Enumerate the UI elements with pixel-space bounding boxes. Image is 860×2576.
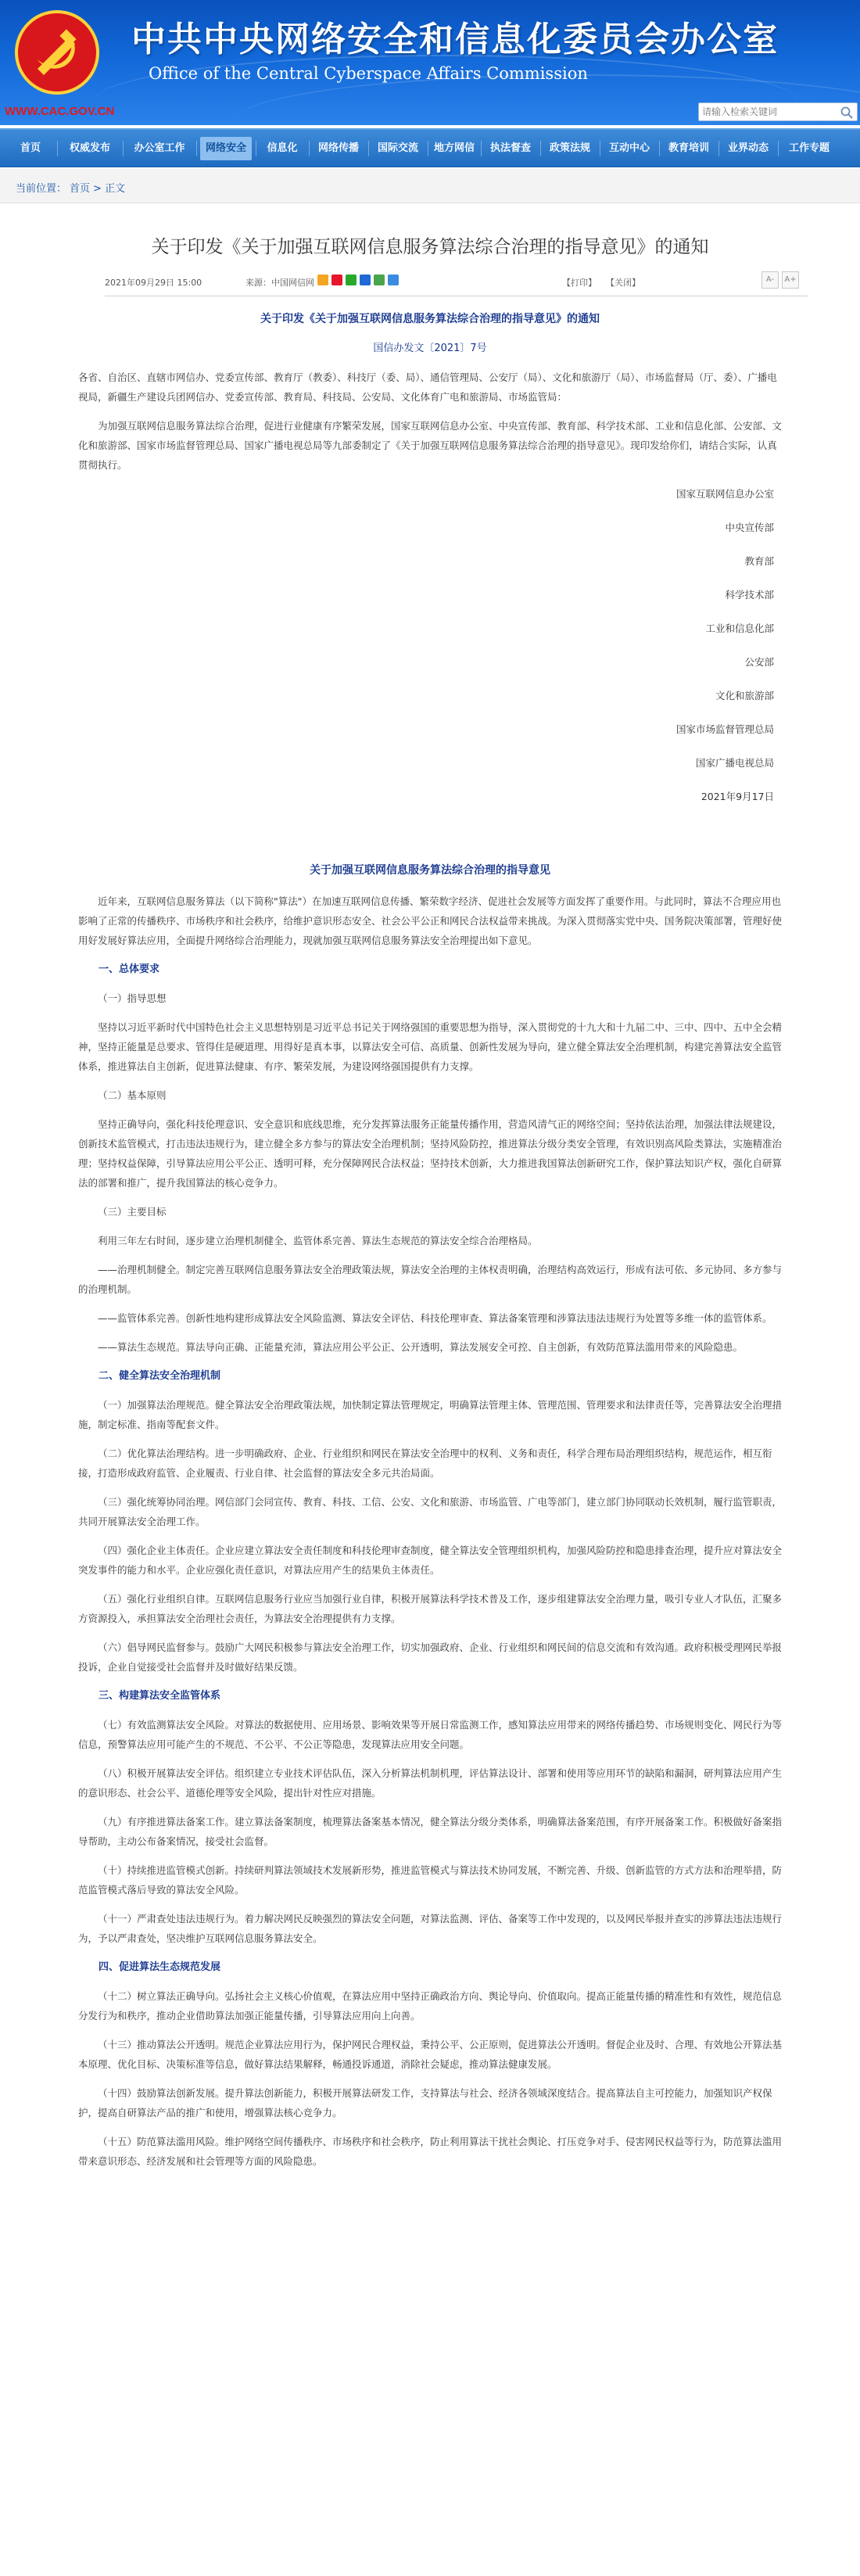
paragraph: （十）持续推进监管模式创新。持续研判算法领域技术发展新形势，推进监管模式与算法技术协同发展，不断完善、升级、创新监管的方式方法和治理举措，防范监管模式落后导致的算法安全风险。 (78, 1864, 783, 1896)
nav-item[interactable]: 执法督查 (489, 142, 531, 154)
section-heading: 四、促进算法生态规范发展 (99, 1961, 221, 1973)
share-bar (317, 274, 403, 287)
paragraph: （七）有效监测算法安全风险。对算法的数据使用、应用场景、影响效果等开展日常监测工作，感知算法应用带来的网络传播趋势、市场规则变化、网民行为等信息，预警算法应用可能产生的不规范、不公平、不公正等隐患，发现算法应用安全问题。 (78, 1719, 783, 1750)
search-icon[interactable] (840, 106, 854, 120)
notice-title: 关于印发《关于加强互联网信息服务算法综合治理的指导意见》的通知 (260, 313, 600, 325)
section-heading: 三、构建算法安全监管体系 (99, 1690, 221, 1702)
notice-body: 为加强互联网信息服务算法综合治理，促进行业健康有序繁荣发展，国家互联网信息办公室、中央宣传部、教育部、科学技术部、工业和信息化部、公安部、文化和旅游部、国家市场监督管理总局、国家广播电视总局等九部委制定了《关于加强互联网信息服务算法综合治理的指导意见》。现印发给你们，请结合实际，认真贯彻执行。 (78, 420, 783, 471)
breadcrumb-home[interactable]: 首页 (70, 183, 91, 195)
nav-item[interactable]: 地方网信 (433, 142, 475, 154)
nav-item[interactable]: 权威发布 (69, 142, 110, 154)
nav-separator (778, 141, 779, 156)
breadcrumb (0, 169, 860, 203)
signatory: 国家广播电视总局 (695, 757, 774, 769)
search-box (698, 102, 858, 121)
addressees: 各省、自治区、直辖市网信办、党委宣传部、教育厅（教委）、科技厅（委、局）、通信管理局、公安厅（局）、文化和旅游厅（局）、市场监督局（厅、委）、广播电视局，新疆生产建设兵团网信办、党委宣传部、教育局、科技局、公安局、文化体育广电和旅游局、市场监管局： (78, 371, 777, 403)
section-heading: 二、健全算法安全治理机制 (99, 1370, 221, 1382)
share-douban-icon[interactable] (374, 274, 385, 285)
nav-item[interactable]: 网络安全 (200, 137, 252, 160)
signatory: 教育部 (744, 555, 774, 567)
share-weibo-icon[interactable] (331, 274, 342, 285)
sign-date: 2021年9月17日 (701, 791, 774, 802)
paragraph: （九）有序推进算法备案工作。建立算法备案制度，梳理算法备案基本情况，健全算法分级分类体系，明确算法备案范围，有序开展备案工作。积极做好备案指导帮助，主动公布备案情况，接受社会监督。 (78, 1816, 783, 1847)
paragraph: （五）强化行业组织自律。互联网信息服务行业应当加强行业自律，积极开展算法科学技术普及工作，逐步组建算法安全治理力量，吸引专业人才队伍，汇聚多方资源投入，承担算法安全治理社会责任，为算法安全治理提供有力支撑。 (78, 1593, 783, 1624)
opinions-intro: 近年来，互联网信息服务算法（以下简称"算法"）在加速互联网信息传播、繁荣数字经济、促进社会发展等方面发挥了重要作用。与此同时，算法不合理应用也影响了正常的传播秩序、市场秩序和社会秩序，给维护意识形态安全、社会公平公正和网民合法权益带来挑战。为深入贯彻落实党中央、国务院决策部署，管理好使用好发展好算法应用，全面提升网络综合治理能力，现就加强互联网信息服务算法安全治理提出如下意见。 (78, 895, 783, 946)
site-header (0, 0, 860, 125)
article-source: 来源：中国网信网 (245, 278, 314, 288)
paragraph: 利用三年左右时间，逐步建立治理机制健全、监管体系完善、算法生态规范的算法安全综合治理格局。 (98, 1235, 538, 1247)
nav-separator (659, 141, 660, 156)
article-meta (105, 271, 808, 292)
nav-item[interactable]: 业界动态 (727, 142, 769, 154)
site-url[interactable]: WWW.CAC.GOV.CN (5, 105, 115, 118)
nav-item[interactable]: 首页 (20, 142, 41, 154)
nav-separator (196, 141, 197, 156)
article-body (78, 310, 782, 2180)
doc-number: 国信办发文〔2021〕7号 (373, 343, 487, 354)
nav-separator (368, 141, 369, 156)
section-heading: 一、总体要求 (99, 963, 160, 975)
paragraph: （十一）严肃查处违法违规行为。着力解决网民反映强烈的算法安全问题，对算法监测、评估、备案等工作中发现的，以及网民举报并查实的涉算法违法违规行为，予以严肃查处，坚决维护互联网信息服务算法安全。 (78, 1913, 783, 1944)
nav-item[interactable]: 互动中心 (608, 142, 650, 154)
paragraph: （十三）推动算法公开透明。规范企业算法应用行为，保护网民合理权益，秉持公平、公正原则，促进算法公开透明。督促企业及时、合理、有效地公开算法基本原理、优化目标、决策标准等信息，做好算法结果解释，畅通投诉通道，消除社会疑虑，推动算法健康发展。 (78, 2039, 783, 2070)
paragraph: 坚持正确导向，强化科技伦理意识、安全意识和底线思维，充分发挥算法服务正能量传播作用，营造风清气正的网络空间；坚持依法治理，加强法律法规建设，创新技术监管模式，打击违法违规行为，建立健全多方参与的算法安全治理机制；坚持风险防控，推进算法分级分类安全管理，有效识别高风险类算法，实施精准治理；坚持权益保障，引导算法应用公平公正、透明可释，充分保障网民合法权益；坚持技术创新，大力推进我国算法创新研究工作，保护算法知识产权，强化自研算法的部署和推广，提升我国算法的核心竞争力。 (78, 1118, 783, 1189)
site-title: 中共中央网络安全和信息化委员会办公室 (131, 20, 779, 59)
nav-separator (540, 141, 541, 156)
share-wechat-icon[interactable] (346, 274, 357, 285)
paragraph: （三）强化统筹协同治理。网信部门会同宣传、教育、科技、工信、公安、文化和旅游、市场监管、广电等部门，建立部门协同联动长效机制，履行监管职责，共同开展算法安全治理工作。 (78, 1496, 783, 1527)
article-date: 2021年09月29日 15:00 (105, 278, 202, 288)
paragraph: ——治理机制健全。制定完善互联网信息服务算法安全治理政策法规，算法安全治理的主体权责明确，治理结构高效运行，形成有法可依、多元协同、多方参与的治理机制。 (78, 1264, 783, 1295)
site-subtitle: Office of the Central Cyberspace Affairs Commission (149, 64, 588, 83)
nav-item[interactable]: 办公室工作 (134, 142, 185, 154)
breadcrumb-sep: > (93, 183, 102, 195)
paragraph: （八）积极开展算法安全评估。组织建立专业技术评估队伍，深入分析算法机制机理，评估算法设计、部署和使用等应用环节的缺陷和漏洞，研判算法应用产生的意识形态、社会公平、道德伦理等安全风险，提出针对性应对措施。 (78, 1767, 783, 1799)
font-increase-button[interactable]: A+ (782, 271, 799, 289)
signatory: 中央宣传部 (725, 522, 774, 533)
nav-separator (309, 141, 310, 156)
paragraph: （二）优化算法治理结构。进一步明确政府、企业、行业组织和网民在算法安全治理中的权利、义务和责任，科学合理布局治理组织结构，规范运作，相互衔接，打造形成政府监管、企业履责、行业自律、社会监督的算法安全多元共治局面。 (78, 1448, 772, 1479)
nav-separator (123, 141, 124, 156)
nav-separator (57, 141, 58, 156)
main-nav (0, 128, 860, 167)
close-button[interactable]: 【关闭】 (606, 278, 640, 288)
print-button[interactable]: 【打印】 (562, 278, 597, 288)
nav-item[interactable]: 网络传播 (317, 142, 359, 154)
paragraph: （六）倡导网民监督参与。鼓励广大网民积极参与算法安全治理工作，切实加强政府、企业、行业组织和网民间的信息交流和有效沟通。政府积极受理网民举报投诉，企业自觉接受社会监督并及时做好结果反馈。 (78, 1641, 783, 1673)
share-qzone-icon[interactable] (317, 274, 328, 285)
breadcrumb-current: 正文 (104, 183, 125, 195)
paragraph: （十四）鼓励算法创新发展。提升算法创新能力，积极开展算法研发工作，支持算法与社会、经济各领域深度结合。提高算法自主可控能力，加强知识产权保护，提高自研算法产品的推广和使用，增强算法核心竞争力。 (78, 2087, 772, 2119)
nav-item[interactable]: 教育培训 (668, 142, 709, 154)
nav-item[interactable]: 政策法规 (549, 142, 590, 154)
paragraph: ——监管体系完善。创新性地构建形成算法安全风险监测、算法安全评估、科技伦理审查、算法备案管理和涉算法违法违规行为处置等多维一体的监管体系。 (98, 1312, 772, 1324)
party-emblem-icon (14, 9, 100, 95)
paragraph: （十五）防范算法滥用风险。维护网络空间传播秩序、市场秩序和社会秩序，防止利用算法干扰社会舆论、打压竞争对手、侵害网民权益等行为，防范算法滥用带来意识形态、经济发展和社会管理等方面的风险隐患。 (78, 2136, 783, 2167)
subsection-heading: （三）主要目标 (98, 1206, 167, 1218)
signatory: 文化和旅游部 (715, 690, 774, 701)
paragraph: ——算法生态规范。算法导向正确、正能量充沛，算法应用公平公正、公开透明，算法发展安全可控、自主创新，有效防范算法滥用带来的风险隐患。 (98, 1341, 744, 1353)
signatories (78, 484, 782, 773)
breadcrumb-label: 当前位置： (16, 183, 67, 195)
article-container (0, 205, 860, 2576)
opinions-title: 关于加强互联网信息服务算法综合治理的指导意见 (310, 864, 550, 877)
nav-item[interactable]: 信息化 (267, 142, 298, 154)
subsection-heading: （一）指导思想 (98, 992, 167, 1004)
signatory: 国家市场监督管理总局 (675, 723, 774, 735)
subsection-heading: （二）基本原则 (98, 1089, 167, 1101)
signatory: 公安部 (744, 656, 774, 668)
share-renren-icon[interactable] (360, 274, 371, 285)
font-decrease-button[interactable]: A- (761, 271, 779, 289)
nav-separator (718, 141, 719, 156)
signatory: 工业和信息化部 (705, 622, 774, 634)
signatory: 科学技术部 (725, 589, 774, 601)
nav-separator (481, 141, 482, 156)
page-title: 关于印发《关于加强互联网信息服务算法综合治理的指导意见》的通知 (151, 237, 709, 257)
search-input[interactable] (702, 105, 835, 119)
share-more-icon[interactable] (388, 274, 399, 285)
signatory: 国家互联网信息办公室 (675, 488, 774, 500)
paragraph: （十二）树立算法正确导向。弘扬社会主义核心价值观，在算法应用中坚持正确政治方向、舆论导向、价值取向。提高正能量传播的精准性和有效性，规范信息分发行为和秩序，推动企业借助算法加强正能量传播，引导算法应用向上向善。 (78, 1990, 783, 2022)
paragraph: （一）加强算法治理规范。健全算法安全治理政策法规，加快制定算法管理规定，明确算法管理主体、管理范围、管理要求和法律责任等，完善算法安全治理措施，制定标准、指南等配套文件。 (78, 1399, 783, 1430)
paragraph: 坚持以习近平新时代中国特色社会主义思想特别是习近平总书记关于网络强国的重要思想为指导，深入贯彻党的十九大和十九届二中、三中、四中、五中全会精神，坚持正能量是总要求、管得住是硬道理、用得好是真本事，以算法安全可信、高质量、创新性发展为导向，建立健全算法安全治理机制，构建完善算法安全监管体系，推进算法自主创新，促进算法健康、有序、繁荣发展，为建设网络强国提供有力支撑。 (78, 1021, 783, 1072)
nav-item[interactable]: 工作专题 (788, 142, 830, 154)
nav-item[interactable]: 国际交流 (377, 142, 418, 154)
paragraph: （四）强化企业主体责任。企业应建立算法安全责任制度和科技伦理审查制度，健全算法安全管理组织机构，加强风险防控和隐患排查治理，提升应对算法安全突发事件的能力和水平。企业应强化责任意识，对算法应用产生的结果负主体责任。 (78, 1545, 783, 1576)
